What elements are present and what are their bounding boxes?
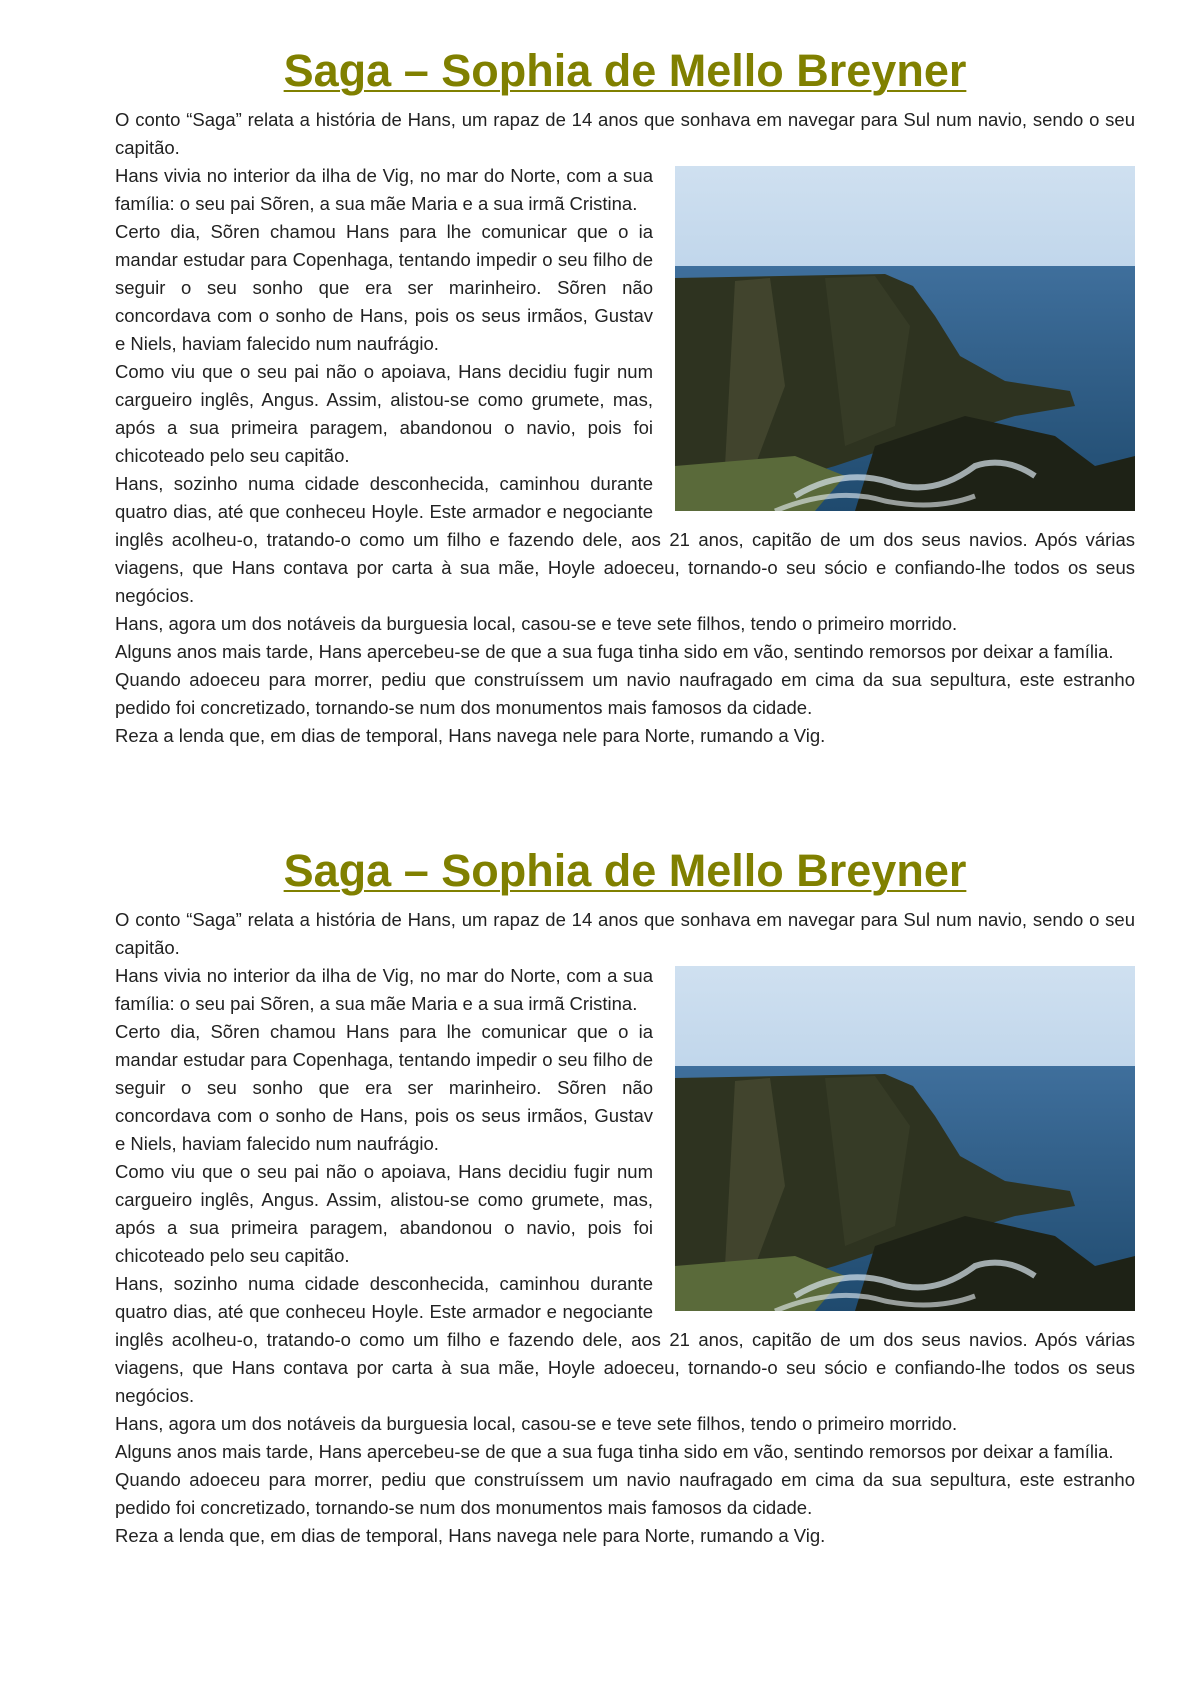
- paragraph-marriage: Hans, agora um dos notáveis da burguesia local, casou-se e teve sete filhos, tendo o primeiro morrido.: [115, 1413, 958, 1434]
- paragraph-legend: Reza a lenda que, em dias de temporal, Hans navega nele para Norte, rumando a Vig.: [115, 725, 826, 746]
- paragraph-family: Hans vivia no interior da ilha de Vig, no mar do Norte, com a sua família: o seu pai Sõren, a sua mãe Maria e a sua irmã Cristina.: [115, 965, 653, 1014]
- paragraph-intro: O conto “Saga” relata a história de Hans, um rapaz de 14 anos que sonhava em navegar para Sul num navio, sendo o seu capitão.: [115, 109, 1135, 158]
- paragraph-marriage: Hans, agora um dos notáveis da burguesia local, casou-se e teve sete filhos, tendo o primeiro morrido.: [115, 613, 958, 634]
- paragraph-grave: Quando adoeceu para morrer, pediu que construíssem um navio naufragado em cima da sua sepultura, este estranho pedido foi concretizado, tornando-se num dos monumentos mais famosos da cidade.: [115, 669, 1135, 718]
- document-title: Saga – Sophia de Mello Breyner: [283, 45, 967, 96]
- story-block-2: [115, 842, 1135, 1550]
- story-block-1: [115, 42, 1135, 750]
- paragraph-grave: Quando adoeceu para morrer, pediu que construíssem um navio naufragado em cima da sua sepultura, este estranho pedido foi concretizado, tornando-se num dos monumentos mais famosos da cidade.: [115, 1469, 1135, 1518]
- paragraph-family: Hans vivia no interior da ilha de Vig, no mar do Norte, com a sua família: o seu pai Sõren, a sua mãe Maria e a sua irmã Cristina.: [115, 165, 653, 214]
- cliff-over-sea-photo: [675, 966, 1135, 1311]
- paragraph-escape: Como viu que o seu pai não o apoiava, Hans decidiu fugir num cargueiro inglês, Angus. Assim, alistou-se como grumete, mas, após a sua primeira paragem, abandonou o navio, pois foi chicoteado pelo seu capitão.: [115, 1161, 653, 1266]
- paragraph-remorse: Alguns anos mais tarde, Hans apercebeu-se de que a sua fuga tinha sido em vão, sentindo remorsos por deixar a família.: [115, 641, 1114, 662]
- paragraph-escape: Como viu que o seu pai não o apoiava, Hans decidiu fugir num cargueiro inglês, Angus. Assim, alistou-se como grumete, mas, após a sua primeira paragem, abandonou o navio, pois foi chicoteado pelo seu capitão.: [115, 361, 653, 466]
- paragraph-legend: Reza a lenda que, em dias de temporal, Hans navega nele para Norte, rumando a Vig.: [115, 1525, 826, 1546]
- paragraph-remorse: Alguns anos mais tarde, Hans apercebeu-se de que a sua fuga tinha sido em vão, sentindo remorsos por deixar a família.: [115, 1441, 1114, 1462]
- cliff-over-sea-photo: [675, 166, 1135, 511]
- paragraph-hoyle: Hans, sozinho numa cidade desconhecida, caminhou durante quatro dias, até que conheceu Hoyle. Este armador e negociante inglês acolheu-o, tratando-o como um filho e fazendo dele, aos 21 anos, capitão de um dos seus navios. Após várias viagens, que Hans contava por carta à sua mãe, Hoyle adoeceu, tornando-o seu sócio e confiando-lhe todos os seus negócios.: [115, 473, 1135, 606]
- paragraph-copenhagen: Certo dia, Sõren chamou Hans para lhe comunicar que o ia mandar estudar para Copenhaga, tentando impedir o seu filho de seguir o seu sonho que era ser marinheiro. Sõren não concordava com o sonho de Hans, pois os seus irmãos, Gustav e Niels, haviam falecido num naufrágio.: [115, 1021, 653, 1154]
- paragraph-intro: O conto “Saga” relata a história de Hans, um rapaz de 14 anos que sonhava em navegar para Sul num navio, sendo o seu capitão.: [115, 909, 1135, 958]
- document-title: Saga – Sophia de Mello Breyner: [283, 845, 967, 896]
- paragraph-hoyle: Hans, sozinho numa cidade desconhecida, caminhou durante quatro dias, até que conheceu Hoyle. Este armador e negociante inglês acolheu-o, tratando-o como um filho e fazendo dele, aos 21 anos, capitão de um dos seus navios. Após várias viagens, que Hans contava por carta à sua mãe, Hoyle adoeceu, tornando-o seu sócio e confiando-lhe todos os seus negócios.: [115, 1273, 1135, 1406]
- paragraph-copenhagen: Certo dia, Sõren chamou Hans para lhe comunicar que o ia mandar estudar para Copenhaga, tentando impedir o seu filho de seguir o seu sonho que era ser marinheiro. Sõren não concordava com o sonho de Hans, pois os seus irmãos, Gustav e Niels, haviam falecido num naufrágio.: [115, 221, 653, 354]
